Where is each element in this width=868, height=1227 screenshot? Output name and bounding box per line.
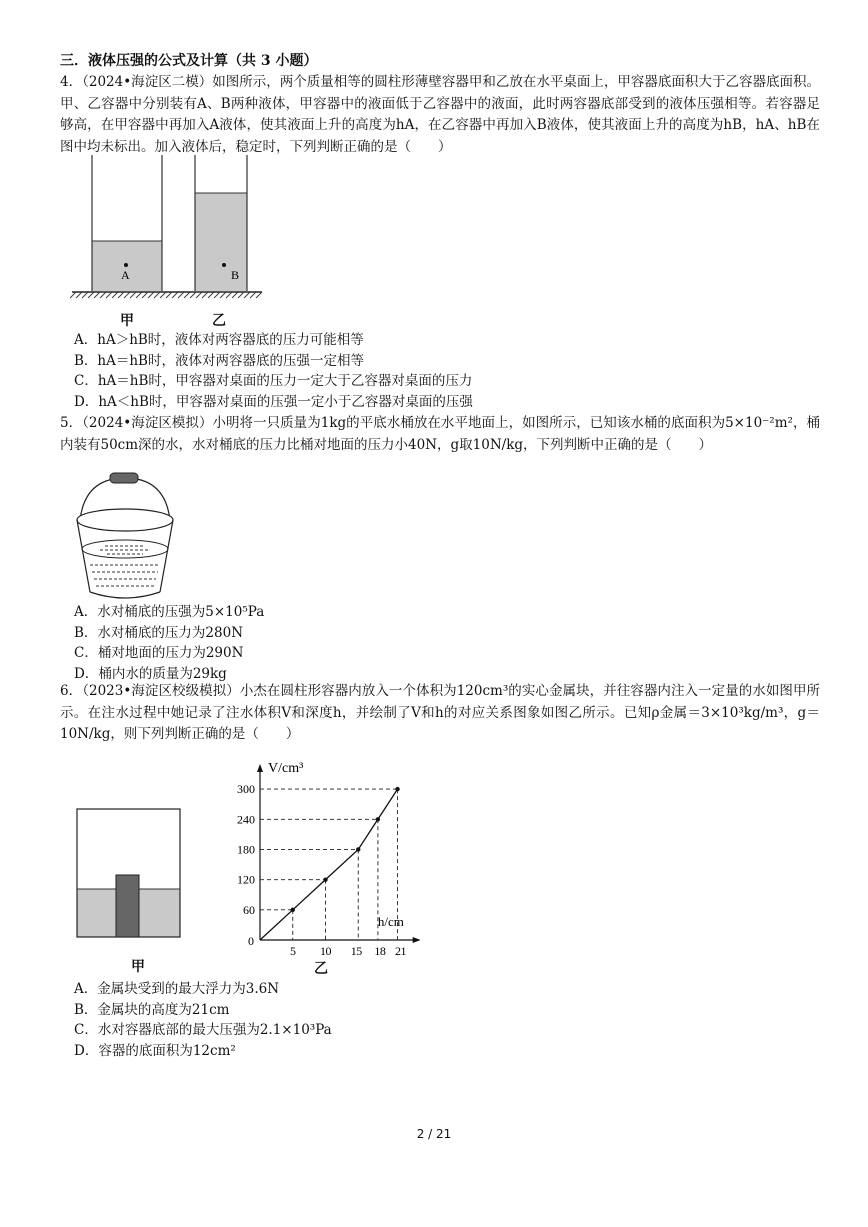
q4-option-a: A．hA＞hB时，液体对两容器底的压力可能相等 xyxy=(74,332,364,348)
y-tick-label: 300 xyxy=(237,782,255,797)
question-4-options xyxy=(74,330,473,412)
q4-option-b: B．hA＝hB时，液体对两容器底的压强一定相等 xyxy=(74,352,364,369)
data-point xyxy=(291,908,295,912)
x-axis-arrow xyxy=(413,937,420,943)
data-point xyxy=(356,847,360,851)
point-a xyxy=(124,263,128,267)
q6-option-b: B．金属块的高度为21cm xyxy=(74,1001,230,1018)
section-title: 三．液体压强的公式及计算（共 3 小题） xyxy=(60,53,318,69)
page-number: 2 / 21 xyxy=(416,1127,452,1141)
bucket-rim xyxy=(77,509,173,531)
data-point xyxy=(323,877,327,881)
q6-metal-block xyxy=(116,875,139,937)
bucket-grip xyxy=(110,473,138,483)
q6-label-yi: 乙 xyxy=(314,961,328,977)
chart-tick-labels xyxy=(237,761,407,958)
point-b-label: B xyxy=(231,268,240,282)
data-point xyxy=(395,787,399,791)
x-tick-label: 18 xyxy=(374,944,386,958)
question-5-text: 5．（2024•海淀区模拟）小明将一只质量为1kg的平底水桶放在水平地面上，如图所示，已知该水桶的底面积为5×10⁻²m²，桶内装有50cm深的水，水对桶底的压力比桶对地面的压力小40N，g取10N/kg，下列判断中正确的是（ ） xyxy=(60,415,820,453)
point-a-label: A xyxy=(121,268,130,282)
question-6-text: 6．（2023•海淀区校级模拟）小杰在圆柱形容器内放入一个体积为120cm³的实心金属块，并往容器内注入一定量的水如图甲所示。在注水过程中她记录了注水体积V和深度h，并绘制了V和h的对应关系图象如图乙所示。已知ρ金属＝3×10³kg/m³，g＝10N/kg，则下列判断正确的是（ ） xyxy=(60,683,820,742)
question-4-text: 4．（2024•海淀区二模）如图所示，两个质量相等的圆柱形薄壁容器甲和乙放在水平桌面上，甲容器底面积大于乙容器底面积。甲、乙容器中分别装有A、B两种液体，甲容器中的液面低于乙容器中的液面，此时两容器底部受到的液体压强相等。若容器足够高，在甲容器中再加入A液体，使其液面上升的高度为hA，在乙容器中再加入B液体，使其液面上升的高度为hB，hA、hB在图中均未标出。加入液体后，稳定时，下列判断正确的是（ ） xyxy=(60,74,820,155)
q6-option-d: D．容器的底面积为12cm² xyxy=(74,1042,236,1059)
q6-option-c: C．水对容器底部的最大压强为2.1×10³Pa xyxy=(74,1022,332,1038)
q5-option-b: B．水对桶底的压力为280N xyxy=(74,624,244,641)
question-6-stem xyxy=(60,681,820,746)
liquid-b xyxy=(195,193,247,291)
question-5-options xyxy=(74,602,264,684)
question-4-stem xyxy=(60,72,820,158)
x-tick-label: 10 xyxy=(320,944,331,958)
q5-option-a: A．水对桶底的压强为5×10⁵Pa xyxy=(74,604,265,620)
q4-option-c: C．hA＝hB时，甲容器对桌面的压力一定大于乙容器对桌面的压力 xyxy=(74,373,473,389)
q6-option-a: A．金属块受到的最大浮力为3.6N xyxy=(74,981,280,997)
q5-bucket-figure xyxy=(70,470,180,602)
table-hatch xyxy=(70,292,262,298)
q5-option-c: C．桶对地面的压力为290N xyxy=(74,645,244,661)
data-point xyxy=(376,817,380,821)
y-tick-label: 240 xyxy=(237,812,255,827)
x-axis-label: h/cm xyxy=(377,914,404,929)
q4-label-jia: 甲 xyxy=(120,313,134,329)
water-surface xyxy=(82,540,168,558)
q6-vh-chart xyxy=(230,745,420,970)
x-tick-label: 21 xyxy=(395,944,407,958)
water-ripples xyxy=(90,546,160,586)
y-tick-label: 180 xyxy=(237,842,255,857)
q6-container-figure xyxy=(76,808,182,940)
origin-label: 0 xyxy=(248,934,254,948)
y-axis-label: V/cm³ xyxy=(268,761,304,777)
x-tick-label: 15 xyxy=(350,944,362,958)
q6-label-jia: 甲 xyxy=(131,959,145,975)
q4-label-yi: 乙 xyxy=(212,313,226,329)
q4-containers-figure xyxy=(70,155,270,330)
y-tick-label: 120 xyxy=(237,872,255,887)
q4-option-d: D．hA＜hB时，甲容器对桌面的压强一定小于乙容器对桌面的压强 xyxy=(74,393,473,410)
y-axis-arrow xyxy=(257,764,263,772)
x-tick-label: 5 xyxy=(290,944,296,958)
q5-option-d: D．桶内水的质量为29kg xyxy=(74,665,227,682)
question-6-options xyxy=(74,979,332,1061)
question-5-stem xyxy=(60,413,820,456)
point-b xyxy=(222,263,226,267)
y-tick-label: 60 xyxy=(243,902,255,917)
